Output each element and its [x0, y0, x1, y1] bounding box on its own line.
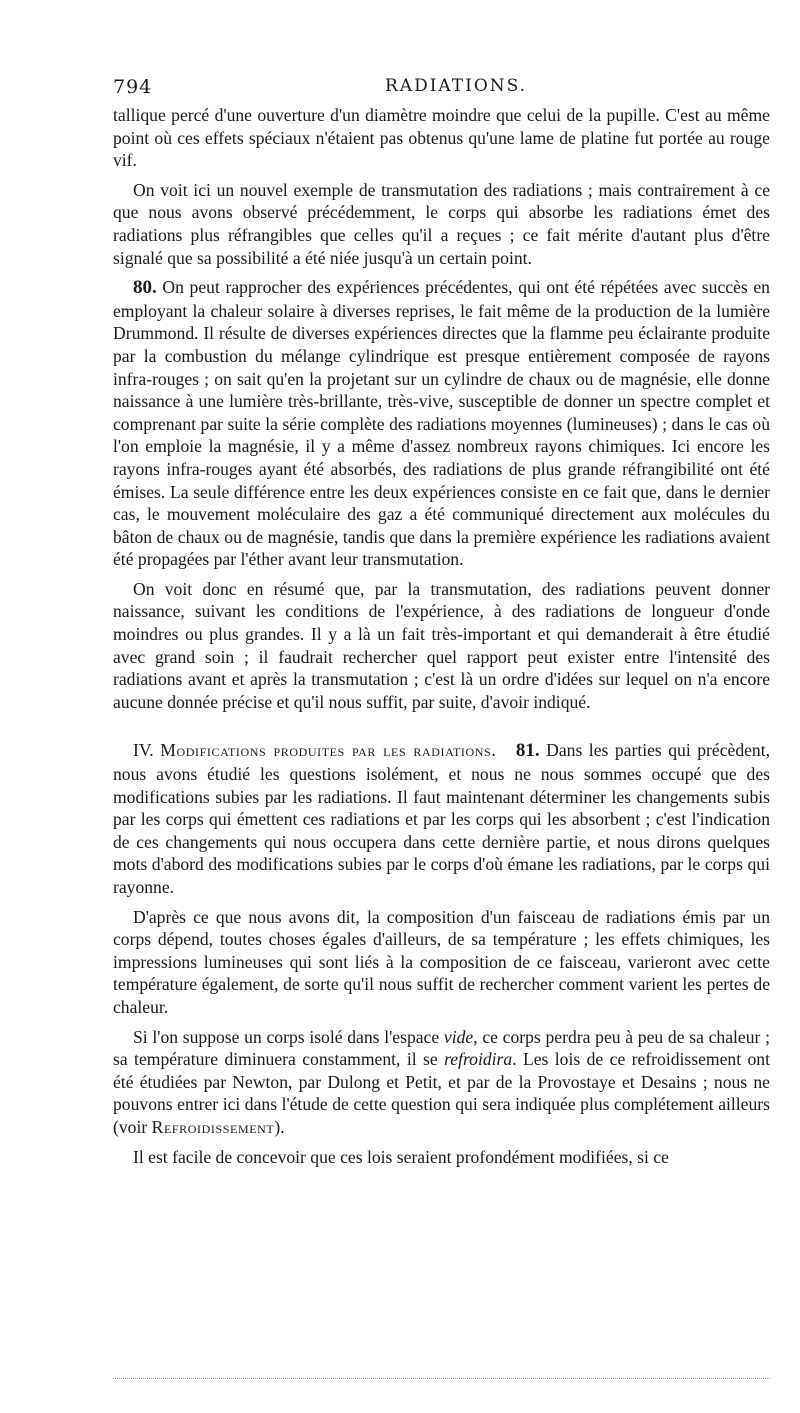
paragraph-composition: D'après ce que nous avons dit, la composition d'un faisceau de radiations émis par un corps dépend, toutes choses égales d'ailleurs, de sa température ; les effets chimiques, les impressions lumineuses qui sont liés à la composition de ce faisceau, varieront avec cette température également, de sorte qu'il nous suffit de rechercher comment varient les pertes de chaleur. — [113, 906, 770, 1017]
paragraph-final: Il est facile de concevoir que ces lois seraient profondément modifiées, si ce — [133, 1146, 669, 1167]
section-title: Modifications produites par les radiations. — [160, 740, 497, 761]
italic-term-vide: vide — [443, 1026, 474, 1047]
section-label: IV. — [133, 740, 154, 761]
section-iv-paragraph-81 — [113, 739, 770, 898]
paragraph-summary: On voit donc en résumé que, par la transmutation, des radiations peuvent donner naissance, suivant les conditions de l'expérience, à des radiations de longueur d'onde moindres ou plus grandes. Il y a là un fait très-important et qui demanderait à être étudié avec grand soin ; il faudrait rechercher quel rapport peut exister entre l'intensité des radiations avant et après la transmutation ; c'est là un ordre d'idées sur lequel on n'a encore aucune donnée précise et qu'il nous suffit, par suite, d'avoir indiqué. — [113, 578, 770, 712]
paragraph-cooling — [113, 1026, 770, 1139]
page-body — [113, 104, 770, 1175]
paragraph-80 — [113, 276, 770, 571]
paragraph-transmutation-example: On voit ici un nouvel exemple de transmutation des radiations ; mais contrairement à ce que nous avons observé précédemment, le corps qui absorbe les radiations émet des radiations plus réfrangibles que celles qu'il a reçues ; ce fait mérite d'autant plus d'être signalé que sa possibilité a été niée jusqu'à un certain point. — [113, 179, 770, 268]
cross-reference: Refroidissement — [151, 1116, 275, 1137]
paragraph-text: On peut rapprocher des expériences précédentes, qui ont été répétées avec succès en employant la chaleur solaire à diverses reprises, le fait même de la production de la lumière Drummond. Il résulte de diverses expériences directes que la flamme peu éclairante produite par la combustion du mélange cylindrique est presque entièrement composée de rayons infra-rouges ; on sait qu'en la projetant sur un cylindre de chaux ou de magnésie, elle donne naissance à une lumière très-brillante, très-vive, susceptible de donner un spectre complet et comprenant par suite la série complète des radiations moyennes (lumineuses) ; dans le cas où l'on emploie la magnésie, il y a même d'assez nombreux rayons chimiques. Ici encore les rayons infra-rouges ayant été absorbés, des radiations de plus grande réfrangibilité ont été émises. La seule différence entre les deux expériences consiste en ce fait que, dans le dernier cas, le mouvement moléculaire des gaz a été communiqué directement aux molécules du bâton de chaux ou de magnésie, tandis que dans la première expérience les radiations avaient été propagées par l'éther avant leur transmutation. — [113, 277, 770, 570]
text-run: Si l'on suppose un corps isolé dans l'espace — [133, 1026, 440, 1047]
paragraph-number: 81. — [515, 740, 540, 762]
paragraph-text: Dans les parties qui précèdent, nous avons étudié les questions isolément, et nous ne nous sommes occupé que des modifications subies par les radiations. Il faut maintenant déterminer les changements subis par les corps qui émettent ces radiations et par les corps qui les absorbent ; c'est l'indication de ces changements qui nous occupera dans cette dernière partie, et nous dirons quelques mots d'abord des modifications subies par le corps d'où émane les radiations, par le corps qui rayonne. — [113, 740, 771, 897]
page-header — [113, 76, 770, 102]
paragraph-number: 80. — [133, 277, 157, 299]
text-run: ). — [274, 1116, 285, 1137]
italic-term-refroidira: refroidira — [444, 1049, 513, 1070]
page-bottom-rule — [113, 1378, 770, 1379]
running-title: RADIATIONS. — [385, 76, 528, 96]
paragraph-continuation: tallique percé d'une ouverture d'un diamètre moindre que celui de la pupille. C'est au même point où ces effets spéciaux n'étaient pas obtenus qu'une lame de platine fut portée au rouge vif. — [113, 105, 770, 171]
page-number: 794 — [113, 76, 153, 98]
text-run: . Les lois de ce refroidissement ont été étudiées par Newton, par Dulong et Petit, et par de la Provostaye et Desains ; nous ne pouvons entrer ici dans l'étude de cette question qui sera indiquée plus complétement ailleurs (voir — [113, 1049, 770, 1137]
text-run: , ce corps perdra peu à peu de sa chaleur ; sa température diminuera constamment, il se — [113, 1026, 771, 1070]
